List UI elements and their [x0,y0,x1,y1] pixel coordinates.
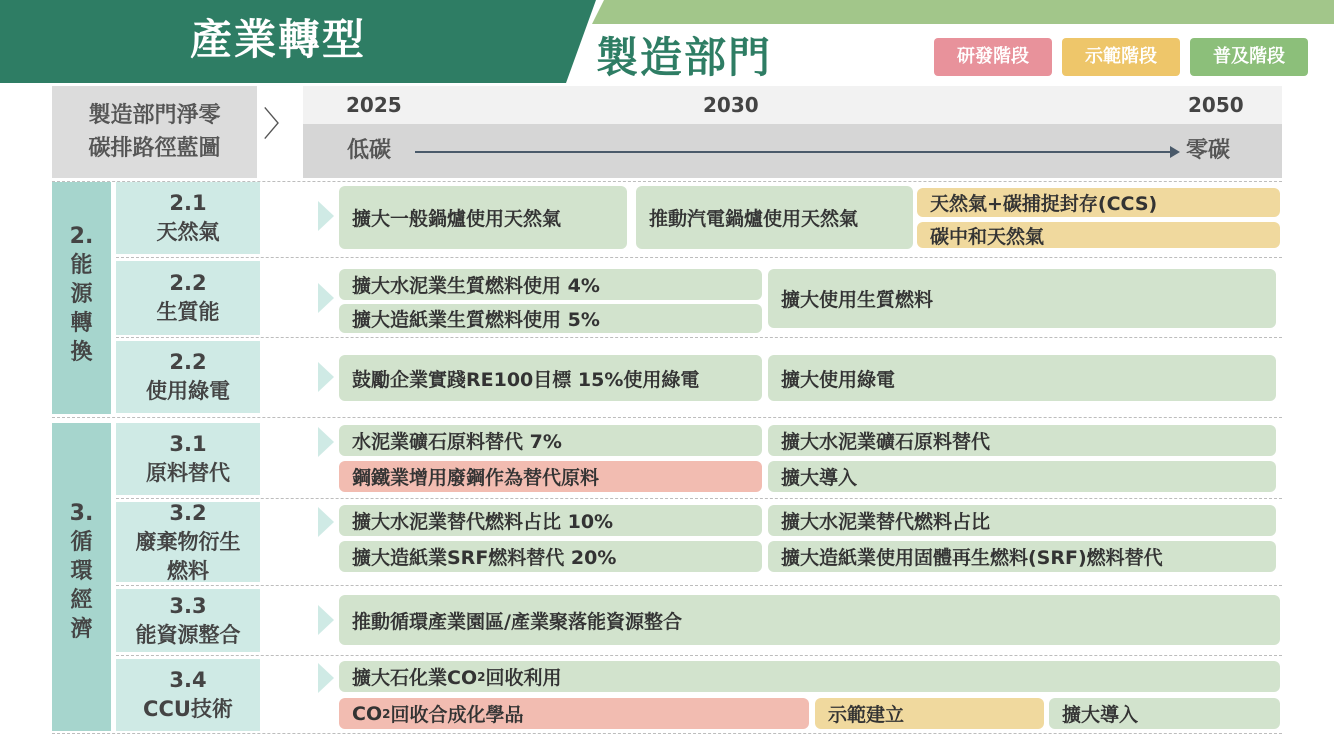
row-divider [116,498,1282,499]
category-energy-transition: 2. 能 源 轉 換 [52,182,111,414]
bar-paper-biomass-5pct: 擴大造紙業生質燃料使用 5% [339,304,762,333]
bar-expand-paper-srf: 擴大造紙業使用固體再生燃料(SRF)燃料替代 [768,541,1276,572]
bar-re100-15pct: 鼓勵企業實踐RE100目標 15%使用綠電 [339,355,762,401]
row-divider [52,733,1282,734]
chevron-right-icon [318,201,334,231]
bar-petrochem-co2-recovery: 擴大石化業CO 2 回收利用 [339,661,1280,692]
page-title: 產業轉型 [189,15,366,64]
year-2030: 2030 [703,93,759,117]
subcategory-waste-derived-fuel: 3.2 廢棄物衍生 燃料 [116,502,260,582]
roadmap-title-line-2: 碳排路徑藍圖 [88,136,221,161]
bar-expand-green-power: 擴大使用綠電 [768,355,1276,401]
chevron-right-icon [318,427,334,457]
bar-expand-adoption-steel: 擴大導入 [768,461,1276,492]
bar-circular-industrial-park: 推動循環產業園區/產業聚落能資源整合 [339,595,1280,645]
chevron-right-icon [318,507,334,537]
row-divider [116,585,1282,586]
bar-expand-cement-ore: 擴大水泥業礦石原料替代 [768,425,1276,456]
legend-research-stage: 研發階段 [934,38,1052,76]
bar-expand-cement-alt-fuel: 擴大水泥業替代燃料占比 [768,505,1276,536]
bar-cement-alt-fuel-10pct: 擴大水泥業替代燃料占比 10% [339,505,762,536]
roadmap-title-box [52,86,257,178]
timeline-arrow-line [415,151,1172,153]
chevron-right-icon [318,283,334,313]
bar-expand-biomass: 擴大使用生質燃料 [768,269,1276,328]
chevron-right-icon [318,605,334,635]
timeline-arrow-head-icon [1170,146,1180,158]
bar-cement-ore-7pct: 水泥業礦石原料替代 7% [339,425,762,456]
bar-cogeneration-boiler-gas: 推動汽電鍋爐使用天然氣 [636,186,913,249]
bar-steel-scrap: 鋼鐵業增用廢鋼作為替代原料 [339,461,762,492]
row-divider [52,417,1282,418]
timeline-year-row [303,86,1282,124]
band-end-label: 零碳 [1186,138,1231,163]
subcategory-energy-resource-integration: 3.3 能資源整合 [116,589,260,652]
bar-co2-chemical-synthesis: CO 2 回收合成化學品 [339,698,809,729]
chevron-right-icon [318,663,334,693]
legend-adoption-stage: 普及階段 [1190,38,1308,76]
row-divider [116,337,1282,338]
section-title: 製造部門 [596,33,773,82]
bar-paper-srf-20pct: 擴大造紙業SRF燃料替代 20% [339,541,762,572]
roadmap-title-line-1: 製造部門淨零 [88,103,221,128]
bar-expand-general-boiler-gas: 擴大一般鍋爐使用天然氣 [339,186,627,249]
row-divider [116,257,1282,258]
header-accent-strip [592,0,1334,24]
band-start-label: 低碳 [347,138,392,163]
bar-demo-establish: 示範建立 [815,698,1044,729]
subcategory-raw-material-substitution: 3.1 原料替代 [116,423,260,495]
legend-demo-stage: 示範階段 [1062,38,1180,76]
year-2050: 2050 [1188,93,1244,117]
bar-expand-adoption-ccu: 擴大導入 [1049,698,1280,729]
subcategory-natural-gas: 2.1 天然氣 [116,182,260,254]
category-circular-economy: 3. 循 環 經 濟 [52,423,111,731]
subcategory-biomass-energy: 2.2 生質能 [116,261,260,335]
bar-gas-ccs: 天然氣+碳捕捉封存(CCS) [917,188,1280,217]
double-chevron-right-icon: 〉 [263,105,297,145]
bar-cement-biomass-4pct: 擴大水泥業生質燃料使用 4% [339,269,762,300]
bar-carbon-neutral-gas: 碳中和天然氣 [917,222,1280,248]
row-divider [116,655,1282,656]
subcategory-ccu-technology: 3.4 CCU技術 [116,659,260,731]
subcategory-green-power: 2.2 使用綠電 [116,341,260,413]
chevron-right-icon [318,362,334,392]
year-2025: 2025 [346,93,402,117]
